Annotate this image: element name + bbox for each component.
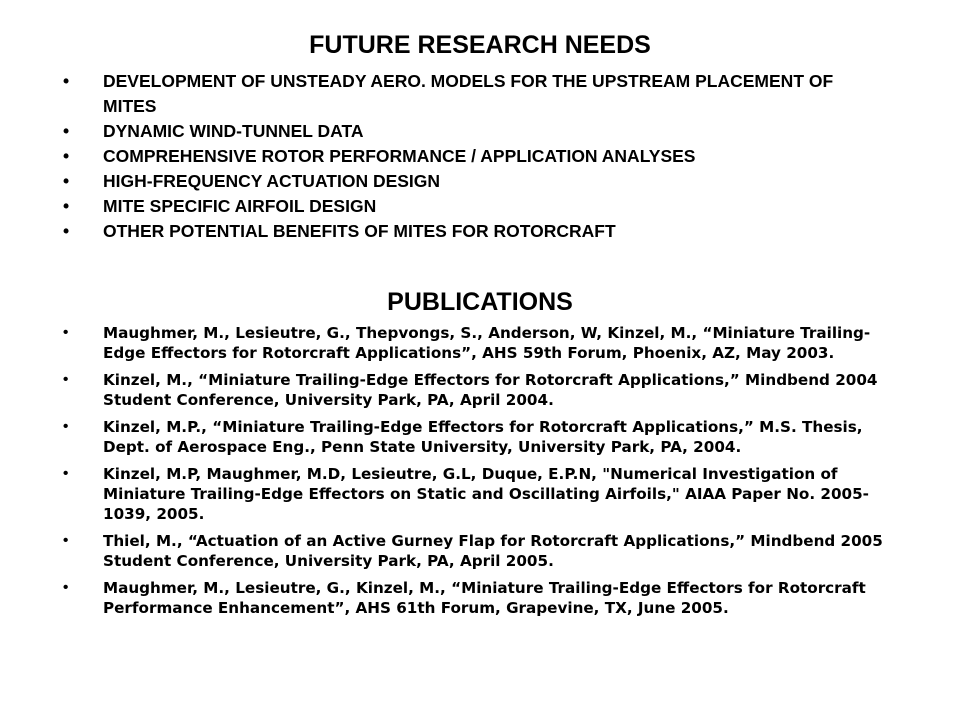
list-item-text: OTHER POTENTIAL BENEFITS OF MITES FOR ROTORCRAFT — [103, 221, 616, 241]
publication-text: Kinzel, M.P, Maughmer, M.D, Lesieutre, G.L, Duque, E.P.N, "Numerical Investigation of Miniature Trailing-Edge Effectors on Static and Oscillating Airfoils," AIAA Paper No. 2005-1039, 2005. — [103, 465, 869, 523]
page-title: FUTURE RESEARCH NEEDS — [309, 31, 651, 59]
list-item-text: DEVELOPMENT OF UNSTEADY AERO. MODELS FOR THE UPSTREAM PLACEMENT OF MITES — [103, 71, 834, 116]
list-item — [63, 144, 883, 169]
bullet-icon: • — [63, 171, 70, 191]
bullet-icon: • — [63, 121, 70, 141]
publication-text: Kinzel, M., “Miniature Trailing-Edge Effectors for Rotorcraft Applications,” Mindbend 2004 Student Conference, University Park, PA, April 2004. — [103, 371, 878, 409]
research-needs-list — [63, 69, 883, 244]
publication-text: Maughmer, M., Lesieutre, G., Thepvongs, S., Anderson, W, Kinzel, M., “Miniature Trailing-Edge Effectors for Rotorcraft Applications”, AHS 59th Forum, Phoenix, AZ, May 2003. — [103, 324, 871, 362]
publication-item — [63, 464, 893, 524]
publication-item — [63, 578, 893, 618]
list-item-text: DYNAMIC WIND-TUNNEL DATA — [103, 121, 364, 141]
publication-item — [63, 417, 893, 457]
bullet-icon: • — [63, 71, 70, 91]
publication-item — [63, 531, 893, 571]
bullet-icon: • — [63, 146, 70, 166]
list-item — [63, 169, 883, 194]
list-item-text: MITE SPECIFIC AIRFOIL DESIGN — [103, 196, 377, 216]
publication-text: Maughmer, M., Lesieutre, G., Kinzel, M., “Miniature Trailing-Edge Effectors for Rotorcraft Performance Enhancement”, AHS 61th Forum, Grapevine, TX, June 2005. — [103, 579, 866, 617]
bullet-icon: • — [63, 324, 69, 341]
list-item — [63, 219, 883, 244]
bullet-icon: • — [63, 465, 69, 482]
list-item — [63, 194, 883, 219]
bullet-icon: • — [63, 532, 69, 549]
publication-item — [63, 370, 893, 410]
publications-title: PUBLICATIONS — [387, 288, 573, 316]
publication-text: Kinzel, M.P., “Miniature Trailing-Edge Effectors for Rotorcraft Applications,” M.S. Thesis, Dept. of Aerospace Eng., Penn State University, University Park, PA, 2004. — [103, 418, 863, 456]
list-item-text: HIGH-FREQUENCY ACTUATION DESIGN — [103, 171, 441, 191]
bullet-icon: • — [63, 418, 69, 435]
list-item-text: COMPREHENSIVE ROTOR PERFORMANCE / APPLICATION ANALYSES — [103, 146, 696, 166]
bullet-icon: • — [63, 221, 70, 241]
publication-text: Thiel, M., “Actuation of an Active Gurney Flap for Rotorcraft Applications,” Mindbend 2005 Student Conference, University Park, PA, April 2005. — [103, 532, 883, 570]
list-item — [63, 69, 883, 119]
bullet-icon: • — [63, 196, 70, 216]
list-item — [63, 119, 883, 144]
bullet-icon: • — [63, 579, 69, 596]
bullet-icon: • — [63, 371, 69, 388]
publication-item — [63, 323, 893, 363]
publications-list — [63, 323, 893, 625]
